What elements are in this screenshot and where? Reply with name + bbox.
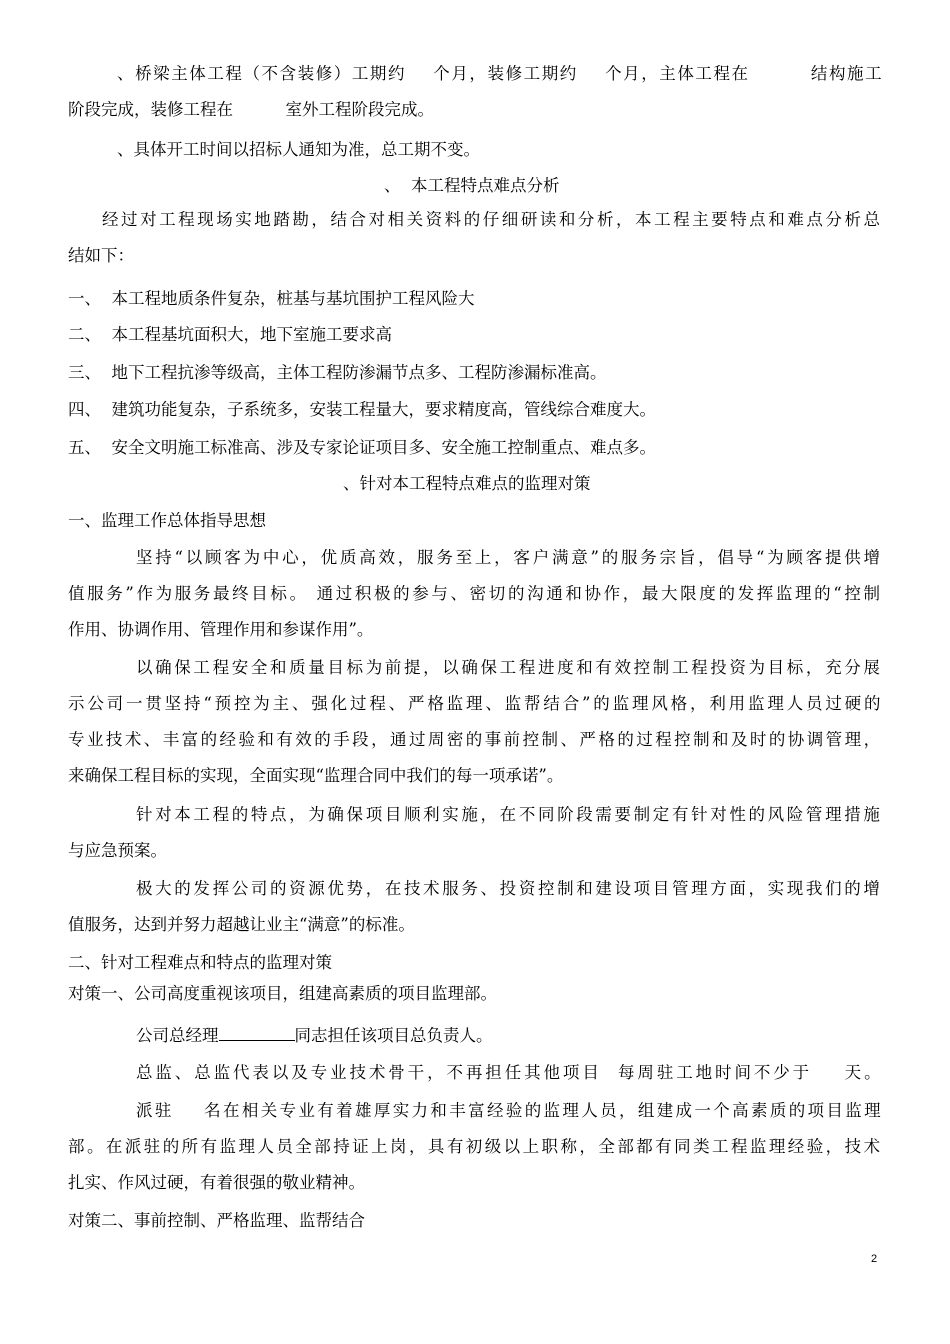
analysis-intro-line: 经过对工程现场实地踏勘，结合对相关资料的仔细研读和分析，本工程主要特点和难点分析总 [102,210,883,229]
feature-item-4: 四、 建筑功能复杂，子系统多，安装工程量大，要求精度高，管线综合难度大。 [68,400,656,419]
paragraph-3-line-1: 针对本工程的特点，为确保项目顺利实施，在不同阶段需要制定有针对性的风险管理措施 [136,805,883,824]
chief-supervisor-line: 总监、总监代表以及专业技术骨干，不再担任其他项目 每周驻工地时间不少于 天。 [136,1063,884,1082]
section-heading-countermeasures: 、针对本工程特点难点的监理对策 [343,474,591,493]
schedule-completion-line: 阶段完成，装修工程在 室外工程阶段完成。 [68,100,434,119]
schedule-bridge-line: 、桥梁主体工程（不含装修）工期约 个月，装修工期约 个月，主体工程在 结构施工 [117,64,884,83]
feature-item-3: 三、 地下工程抗渗等级高，主体工程防渗漏节点多、工程防渗漏标准高。 [68,363,607,382]
general-manager-label-end: 同志担任该项目总负责人。 [294,1026,493,1045]
subheading-countermeasures: 二、针对工程难点和特点的监理对策 [68,953,332,972]
paragraph-1-line-1: 坚持“以顾客为中心，优质高效，服务至上，客户满意”的服务宗旨，倡导“为顾客提供增 [136,548,883,567]
paragraph-3-line-2: 与应急预案。 [68,841,167,860]
countermeasure-2-title: 对策二、事前控制、严格监理、监帮结合 [68,1211,365,1230]
general-manager-line [136,1024,493,1048]
paragraph-1-line-3: 作用、协调作用、管理作用和参谋作用”。 [68,620,374,639]
paragraph-1-line-2: 值服务”作为服务最终目标。 通过积极的参与、密切的沟通和协作，最大限度的发挥监理的“控制 [68,584,883,603]
feature-item-2: 二、 本工程基坑面积大，地下室施工要求高 [68,325,392,344]
paragraph-5-line-2: 部。在派驻的所有监理人员全部持证上岗，具有初级以上职称，全部都有同类工程监理经验，技术 [68,1137,883,1156]
feature-item-5: 五、 安全文明施工标准高、涉及专家论证项目多、安全施工控制重点、难点多。 [68,438,656,457]
paragraph-2-line-4: 来确保工程目标的实现，全面实现“监理合同中我们的每一项承诺”。 [68,766,564,785]
name-blank-underline [219,1026,295,1041]
start-date-line: 、具体开工时间以招标人通知为准，总工期不变。 [117,140,480,159]
subheading-guiding-thought: 一、监理工作总体指导思想 [68,511,266,530]
paragraph-5-line-3: 扎实、作风过硬，有着很强的敬业精神。 [68,1173,365,1192]
paragraph-4-line-2: 值服务，达到并努力超越让业主“满意”的标准。 [68,915,415,934]
countermeasure-1-title: 对策一、公司高度重视该项目，组建高素质的项目监理部。 [68,984,497,1003]
section-heading-features: 、 本工程特点难点分析 [384,176,560,195]
paragraph-2-line-3: 专业技术、丰富的经验和有效的手段，通过周密的事前控制、严格的过程控制和及时的协调管理， [68,730,883,749]
paragraph-4-line-1: 极大的发挥公司的资源优势，在技术服务、投资控制和建设项目管理方面，实现我们的增 [136,879,883,898]
paragraph-2-line-2: 示公司一贯坚持“预控为主、强化过程、严格监理、监帮结合”的监理风格，利用监理人员过硬的 [68,694,884,713]
page-number: 2 [871,1253,878,1265]
paragraph-2-line-1: 以确保工程安全和质量目标为前提，以确保工程进度和有效控制工程投资为目标，充分展 [136,658,883,677]
analysis-intro-continued: 结如下： [68,246,134,265]
general-manager-label: 公司总经理 [136,1026,219,1045]
feature-item-1: 一、 本工程地质条件复杂，桩基与基坑围护工程风险大 [68,289,475,308]
paragraph-5-line-1: 派驻 名在相关专业有着雄厚实力和丰富经验的监理人员，组建成一个高素质的项目监理 [136,1101,883,1120]
